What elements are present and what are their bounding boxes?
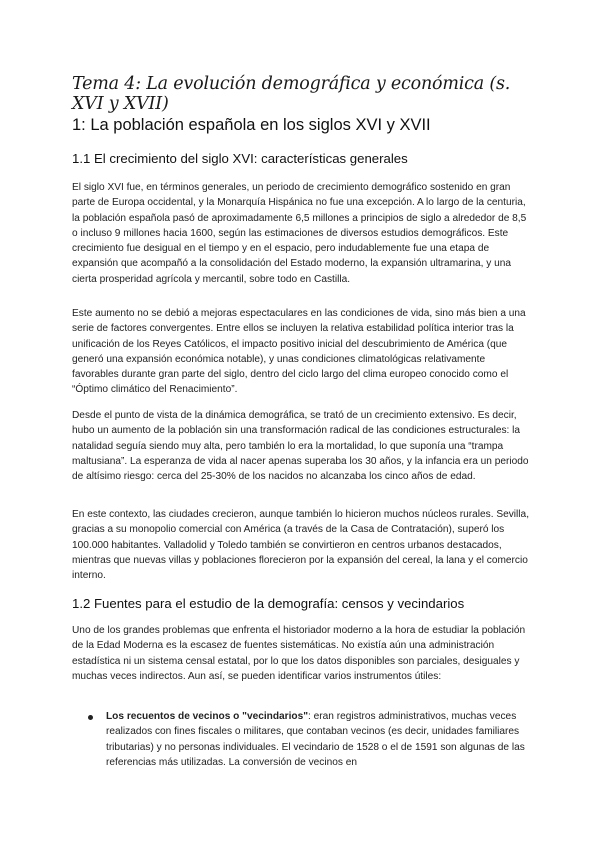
subsection-heading: 1.1 El crecimiento del siglo XVI: características generales [72, 151, 408, 166]
section-heading: 1: La población española en los siglos XVI y XVII [72, 116, 431, 134]
bullet-list [72, 709, 532, 770]
paragraph: Este aumento no se debió a mejoras espectaculares en las condiciones de vida, sino más bien a una serie de factores convergentes. Entre ellos se incluyen la relativa estabilidad política interior tras la unificación de los Reyes Católicos, el impacto positivo inicial del descubrimiento de América (que generó una expansión económica notable), y unas condiciones climatológicas relativamente favorables durante gran parte del siglo, dentro del ciclo largo del clima europeo conocido como el “Óptimo climático del Renacimiento”. [72, 308, 526, 396]
paragraph: Uno de los grandes problemas que enfrenta el historiador moderno a la hora de estudiar la población de la Edad Moderna es la escasez de fuentes sistemáticas. No existía aún una administración estadística ni un sistema censal estatal, por lo que los datos disponibles son parciales, desiguales y muchas veces indirectos. Aun así, se pueden identificar varios instrumentos útiles: [72, 625, 526, 682]
document-title: Tema 4: La evolución demográfica y económica (s. XVI y XVII) [72, 74, 511, 114]
paragraph: El siglo XVI fue, en términos generales, un periodo de crecimiento demográfico sostenido en gran parte de Europa occidental, y la Monarquía Hispánica no fue una excepción. A lo largo de la centuria, la población española pasó de aproximadamente 6,5 millones a principios de siglo a alrededor de 8,5 o incluso 9 millones hacia 1600, según las estimaciones de diversos estudios demográficos. Este crecimiento fue desigual en el tiempo y en el espacio, pero indudablemente fue una etapa de expansión que acompañó a la consolidación del Estado moderno, la expansión ultramarina, y una cierta prosperidad agrícola y mercantil, sobre todo en Castilla. [72, 182, 527, 285]
list-item-lead: Los recuentos de vecinos o "vecindarios" [106, 711, 309, 722]
subsection-heading: 1.2 Fuentes para el estudio de la demografía: censos y vecindarios [72, 596, 465, 611]
paragraph: En este contexto, las ciudades crecieron, aunque también lo hicieron muchos núcleos rurales. Sevilla, gracias a su monopolio comercial con América (a través de la Casa de Contratación), superó los 100.000 habitantes. Valladolid y Toledo también se convirtieron en centros urbanos destacados, mientras que nuevas villas y poblaciones florecieron por la expansión del cereal, la lana y el comercio interno. [72, 509, 530, 582]
list-item-text [106, 709, 532, 770]
list-item [72, 709, 532, 770]
list-item-body: : eran registros administrativos, muchas veces realizados con fines fiscales o militares, que contaban vecinos (es decir, unidades familiares tributarias) y no personas individuales. El vecindario de 1528 o el de 1591 son algunas de las referencias más utilizadas. La conversión de vecinos en [106, 711, 525, 768]
bullet-icon [88, 715, 93, 720]
paragraph: Desde el punto de vista de la dinámica demográfica, se trató de un crecimiento extensivo. Es decir, hubo un aumento de la población sin una transformación radical de las condiciones estructurales: la natalidad seguía siendo muy alta, pero también lo era la mortalidad, lo que suponía una “trampa maltusiana”. La esperanza de vida al nacer apenas superaba los 30 años, y la infancia era un periodo de altísimo riesgo: cerca del 25-30% de los nacidos no alcanzaba los cinco años de edad. [72, 410, 529, 483]
